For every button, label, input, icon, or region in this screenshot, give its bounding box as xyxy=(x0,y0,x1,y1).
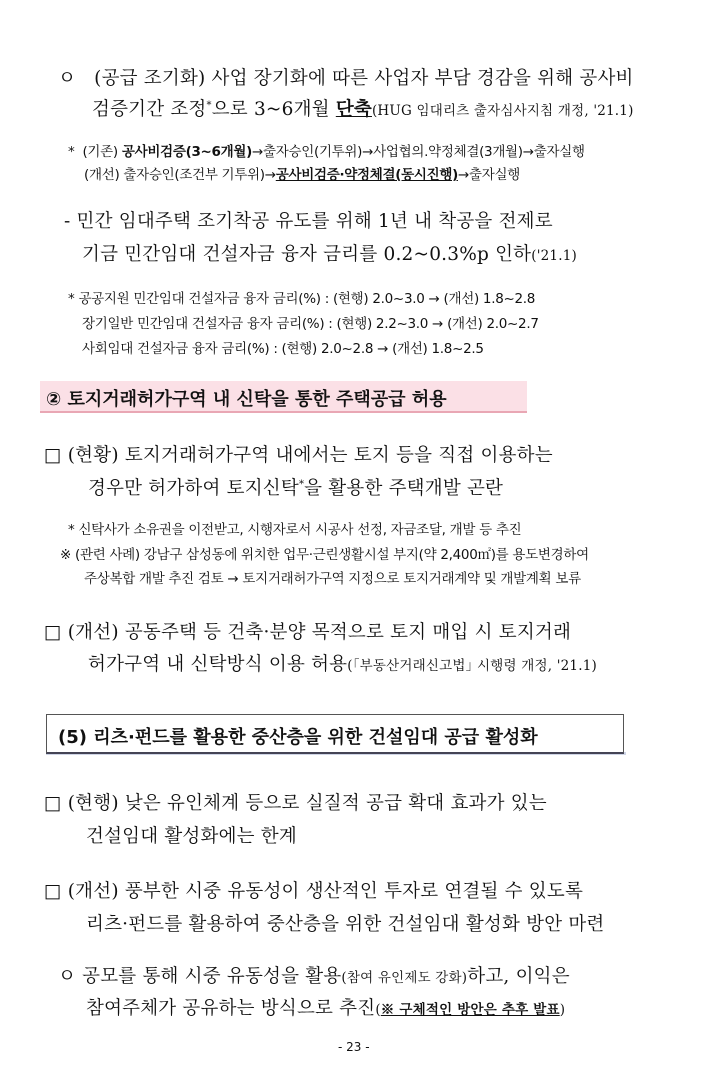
announcement-note: ※ 구체적인 방안은 추후 발표 xyxy=(380,1002,560,1018)
paragraph-continuation xyxy=(92,95,634,121)
text-segment: (개선) 출자승인(조건부 기투위)→ xyxy=(84,167,276,183)
parenthetical-note: (참여 유인제도 강화) xyxy=(341,970,468,986)
bullet-paragraph-public xyxy=(58,962,570,988)
text-segment: 을 활용한 주택개발 곤란 xyxy=(304,478,504,499)
paragraph-continuation xyxy=(88,474,503,500)
text-segment: 으로 3~6개월 xyxy=(211,99,336,120)
square-paragraph-improve-reits: □ (개선) 풍부한 시중 유동성이 생산적인 투자로 연결될 수 있도록 xyxy=(44,881,584,902)
text-segment: 하고, 이익은 xyxy=(467,966,570,987)
emphasis-text: 공사비검증·약정체결(동시진행) xyxy=(275,167,458,183)
dash-paragraph-line1: - 민간 임대주택 조기착공 유도를 위해 1년 내 착공을 전제로 xyxy=(64,211,553,232)
emphasis-text: 단축 xyxy=(335,99,372,120)
text-segment: 경우만 허가하여 토지신탁 xyxy=(88,478,299,499)
square-paragraph-current: □ (현행) 낮은 유인체계 등으로 실질적 공급 확대 효과가 있는 xyxy=(44,793,547,814)
paragraph-continuation: 리츠·펀드를 활용하여 중산층을 위한 건설임대 활성화 방안 마련 xyxy=(86,914,605,935)
related-case-note: ※ (관련 사례) 강남구 삼성동에 위치한 업무·근린생활시설 부지(약 2,400㎡)를 용도변경하여 xyxy=(60,547,589,563)
text-segment: ㅇ 공모를 통해 시중 유동성을 활용 xyxy=(58,966,342,987)
square-paragraph-status: □ (현황) 토지거래허가구역 내에서는 토지 등을 직접 이용하는 xyxy=(44,445,553,466)
square-paragraph-improve: □ (개선) 공동주택 등 건축·분양 목적으로 토지 매입 시 토지거래 xyxy=(44,622,572,643)
text-segment: →출자실행 xyxy=(457,167,520,183)
text-segment: 기금 민간임대 건설자금 융자 금리를 0.2~0.3%p 인하 xyxy=(82,244,532,265)
emphasis-text: 공사비검증(3~6개월) xyxy=(121,144,252,160)
footnote-marker: * xyxy=(206,99,212,111)
paren-close: ) xyxy=(559,1002,566,1018)
page-number: - 23 - xyxy=(338,1040,370,1054)
rate-note-1: * 공공지원 민간임대 건설자금 융자 금리(%) : (현행) 2.0~3.0 → (개선) 1.8~2.8 xyxy=(68,291,536,307)
text-segment: →출자승인(기투위)→사업협의.약정체결(3개월)→출자실행 xyxy=(252,144,585,160)
reference-note: (HUG 임대리츠 출자심사지침 개정, '21.1) xyxy=(371,103,634,119)
reference-note: (｢부동산거래신고법｣ 시행령 개정, '21.1) xyxy=(347,658,597,674)
paragraph-continuation xyxy=(88,650,597,676)
section-underline xyxy=(40,411,527,413)
related-case-note-cont: 주상복합 개발 추진 검토 → 토지거래허가구역 지정으로 토지거래계약 및 개발계획 보류 xyxy=(84,571,581,587)
rate-note-3: 사회임대 건설자금 융자 금리(%) : (현행) 2.0~2.8 → (개선) 1.8~2.5 xyxy=(82,341,484,357)
section-title-trust: ② 토지거래허가구역 내 신탁을 통한 주택공급 허용 xyxy=(46,389,447,410)
footnote-after xyxy=(84,163,520,183)
footnote-before xyxy=(68,140,585,160)
bullet-paragraph-supply xyxy=(58,64,634,90)
paragraph-continuation: 건설임대 활성화에는 한계 xyxy=(86,826,297,847)
text-segment: 검증기간 조정 xyxy=(92,99,207,120)
paragraph-continuation xyxy=(86,994,565,1020)
paragraph-text: (공급 조기화) 사업 장기화에 따른 사업자 부담 경감을 위해 공사비 xyxy=(94,68,634,89)
trust-footnote: * 신탁사가 소유권을 이전받고, 시행자로서 시공사 선정, 자금조달, 개발 등 추진 xyxy=(68,522,522,538)
footnote-marker: * xyxy=(298,478,305,490)
circle-bullet: ㅇ xyxy=(58,68,77,89)
date-note: ('21.1) xyxy=(531,248,577,264)
rate-note-2: 장기일반 민간임대 건설자금 융자 금리(%) : (현행) 2.2~3.0 → (개선) 2.0~2.7 xyxy=(82,316,539,332)
text-segment: 허가구역 내 신탁방식 이용 허용 xyxy=(88,654,348,675)
dash-paragraph-line2 xyxy=(82,240,577,266)
text-segment: (기존) xyxy=(82,144,122,160)
section-title-reits: (5) 리츠·펀드를 활용한 중산층을 위한 건설임대 공급 활성화 xyxy=(58,727,538,748)
text-segment: 참여주체가 공유하는 방식으로 추진 xyxy=(86,998,376,1019)
paren-open: ( xyxy=(375,1002,381,1018)
footnote-star: * xyxy=(68,144,75,160)
